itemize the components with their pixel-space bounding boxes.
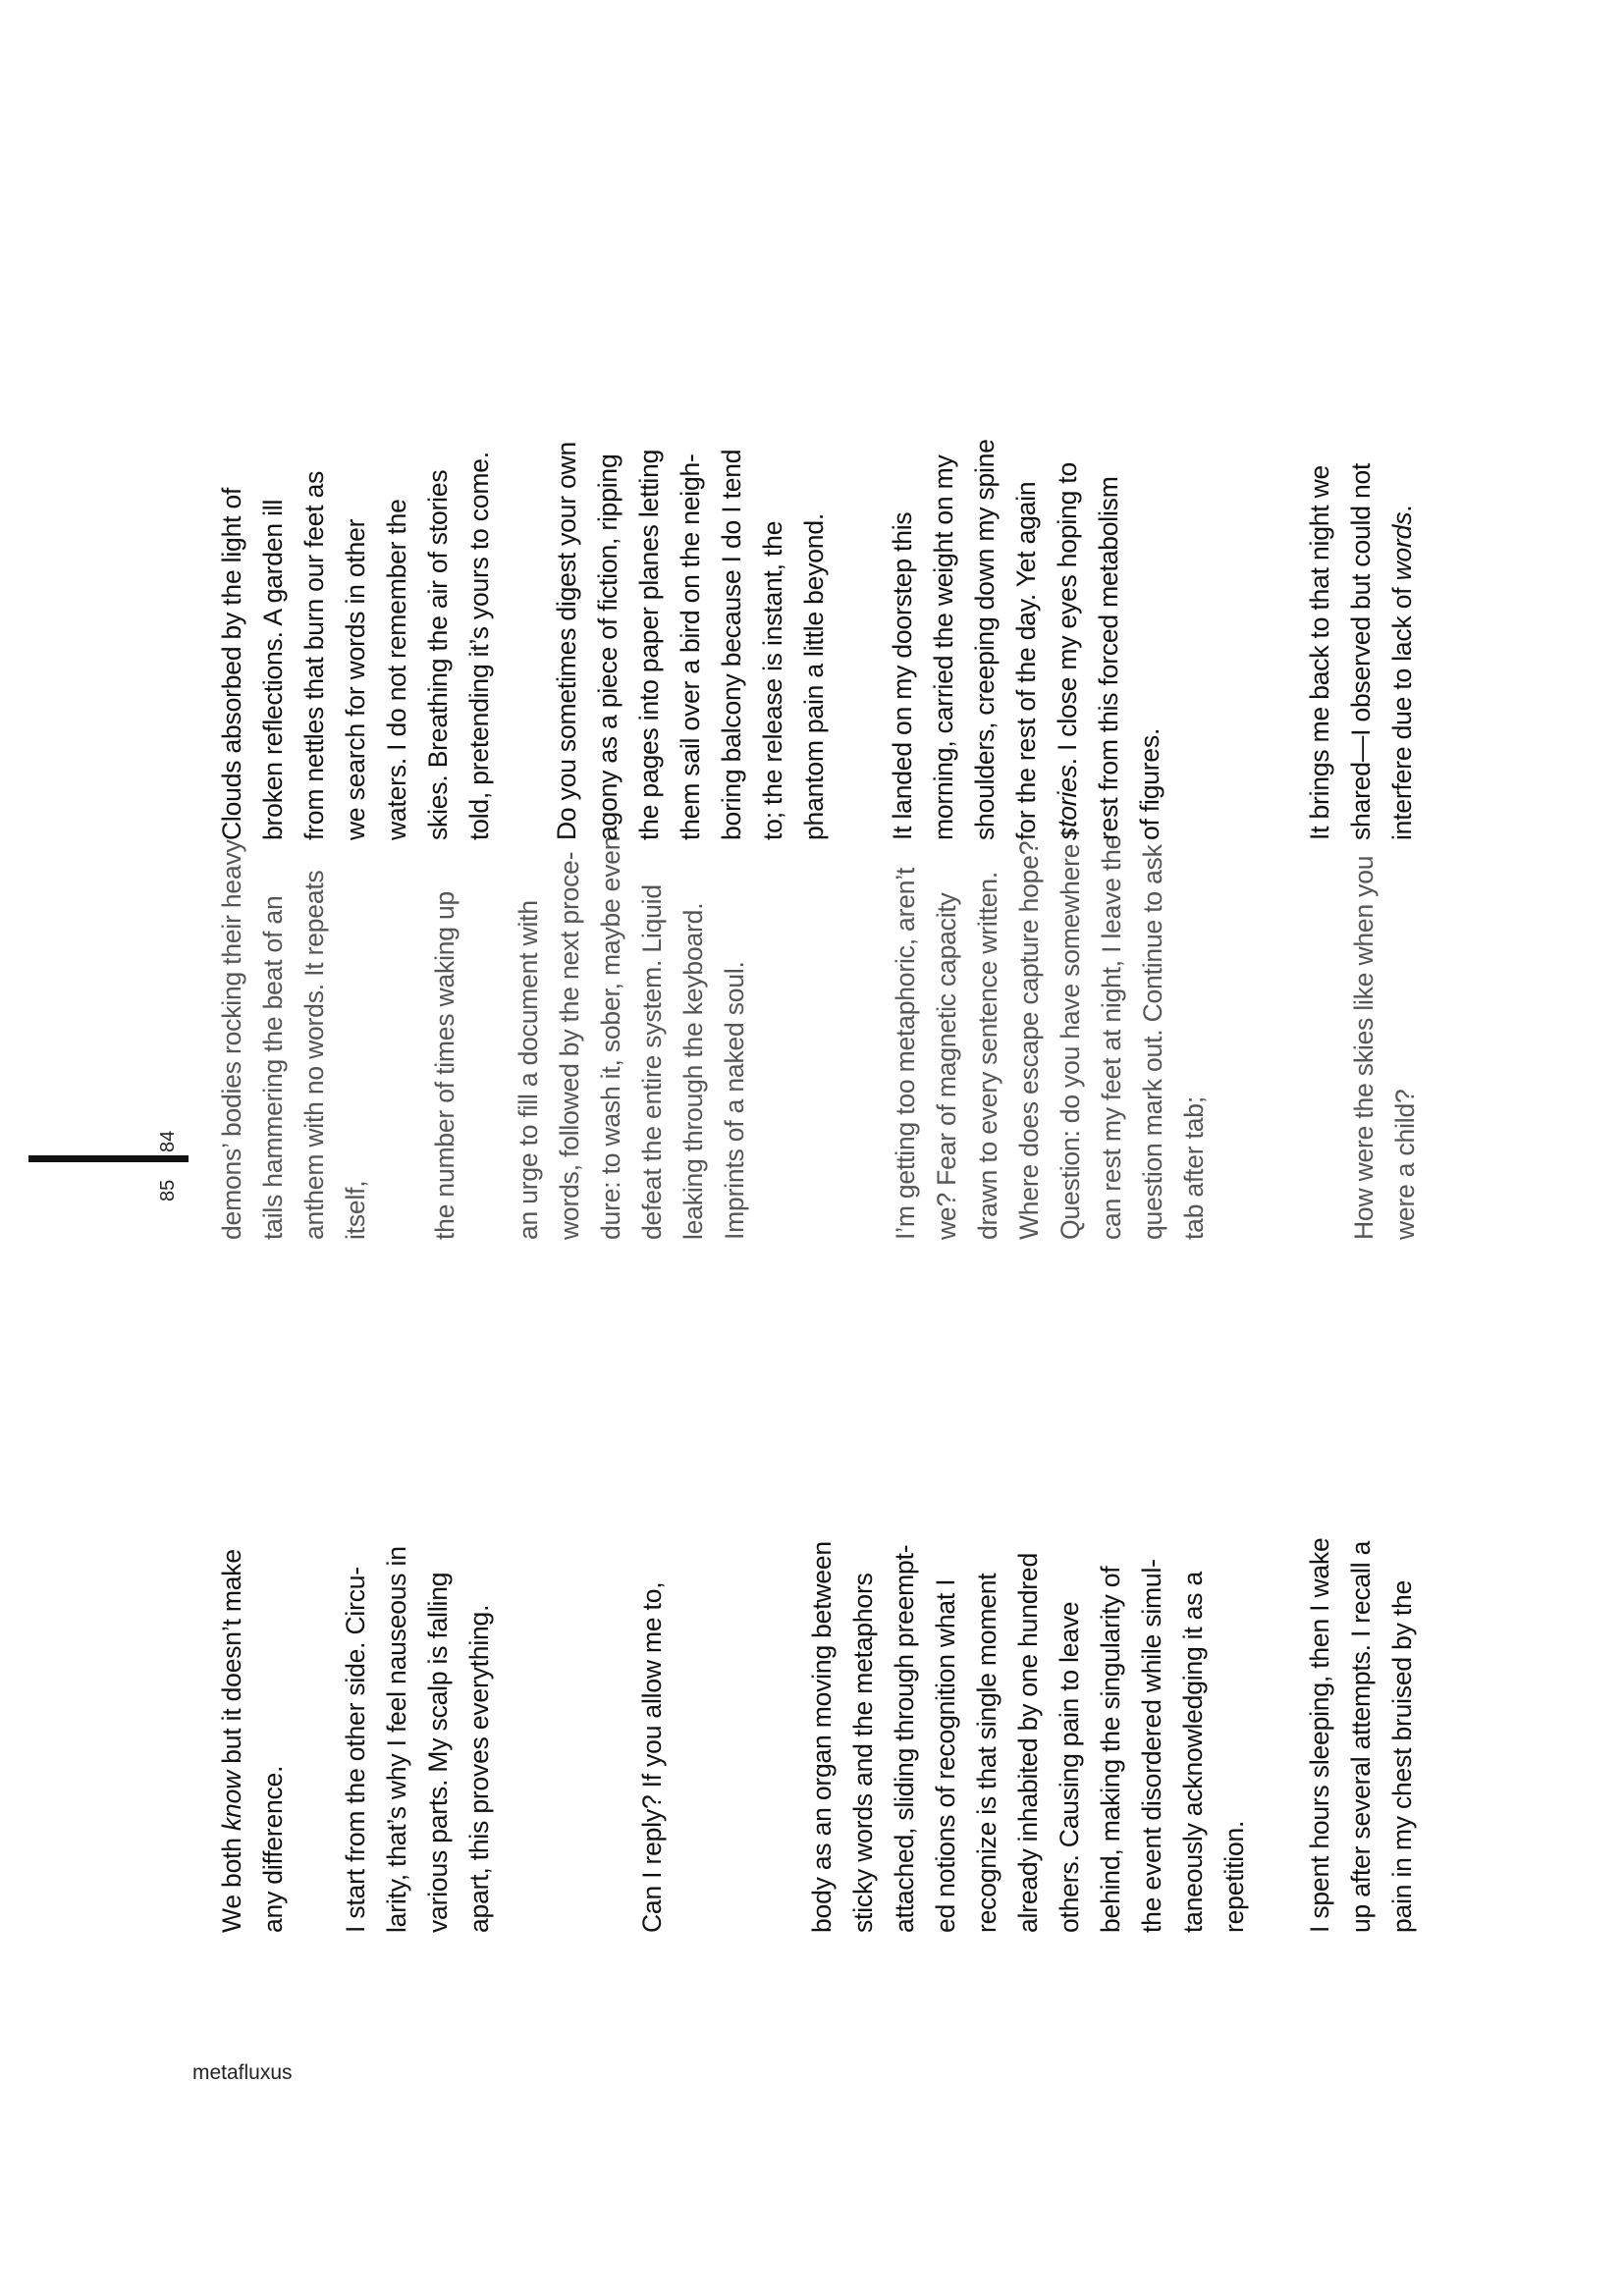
- left-paragraph-5: I spent hours sleeping, then I wake up after several attempts. I recall a pain in my chest bruised by the: [1305, 1537, 1417, 1933]
- middle-paragraph-3: an urge to fill a document with words, followed by the next proce- dure: to wash it, sober, maybe even defeat the entire system. Liquid leaking through the keyboard. Imprints of a naked soul.: [514, 835, 749, 1240]
- middle-paragraph-2: the number of times waking up: [430, 890, 460, 1240]
- spread-divider: [28, 1155, 189, 1162]
- right-p3-text-b: . I close my eyes hoping to rest from this forced metabolism of figures.: [1053, 462, 1164, 840]
- page-number-85: 85: [157, 1179, 179, 1201]
- right-p3-emphasis: stories: [1053, 765, 1082, 840]
- middle-paragraph-1: demons’ bodies rocking their heavy tails hammering the beat of an anthem with no words. It repeats itself,: [217, 839, 370, 1240]
- left-p1-text-a: We both: [217, 1831, 246, 1933]
- left-p1-text-b: but it doesn’t make any difference.: [217, 1549, 288, 1933]
- left-paragraph-3: Can I reply? If you allow me to,: [637, 1581, 667, 1933]
- left-paragraph-1: [211, 1549, 294, 1933]
- right-p4-text-a: It brings me back to that night we shared—I observed but could not interfere due to lack of: [1305, 462, 1417, 840]
- right-p4-text-b: .: [1387, 505, 1417, 512]
- right-paragraph-3: [882, 439, 1170, 840]
- middle-paragraph-5: How were the skies like when you were a child?: [1349, 855, 1420, 1240]
- right-paragraph-2: Do you sometimes digest your own agony as a piece of fiction, ripping the pages into paper planes letting them sail over a bird on the neigh- boring balcony because I do I tend to; the release is instant, the phantom pain a little beyond.: [552, 441, 829, 840]
- page-number-84: 84: [157, 1130, 179, 1152]
- left-paragraph-2: I start from the other side. Circu- larity, that’s why I feel nauseous in various parts. My scalp is falling apart, this proves everything.: [341, 1546, 494, 1933]
- middle-paragraph-4: I’m getting too metaphoric, aren’t we? Fear of magnetic capacity drawn to every sentence written. Where does escape capture hope? Question: do you have somewhere I can rest my feet at night, I leave the question mark out. Continue to ask tab after tab;: [891, 829, 1209, 1240]
- left-paragraph-4: body as an organ moving between sticky words and the metaphors attached, sliding through preempt- ed notions of recognition what I recognize is that single moment already inhabited by one hundred others. Causing pain to leave behind, making the singularity of the event disordered while simul- taneously acknowledging it as a repetition.: [807, 1541, 1249, 1933]
- right-p3-text-a: It landed on my doorstep this morning, carried the weight on my shoulders, creeping down my spine for the rest of the day. Yet again: [888, 439, 1041, 840]
- left-p1-emphasis: know: [217, 1770, 246, 1832]
- right-paragraph-1: Clouds absorbed by the light of broken reflections. A garden ill from nettles that burn our feet as we search for words in other waters. I do not remember the skies. Breathing the air of stories told, pretending it’s yours to come.: [217, 452, 494, 840]
- brand-label: metafluxus: [192, 2061, 293, 2084]
- right-p4-emphasis: words: [1387, 511, 1417, 581]
- right-paragraph-4: [1299, 463, 1423, 840]
